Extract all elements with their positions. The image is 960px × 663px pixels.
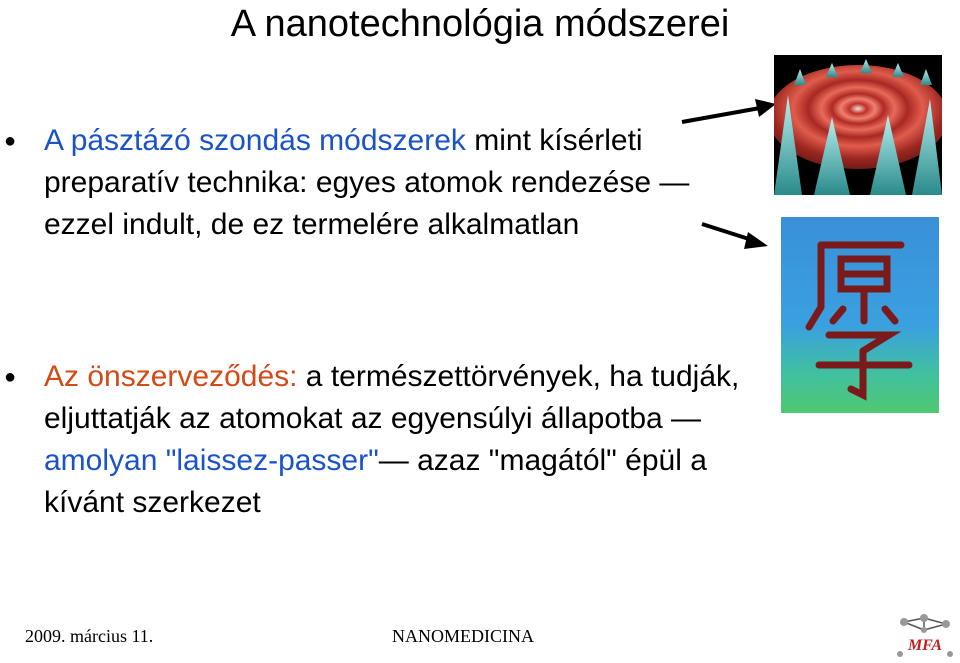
footer-date: 2009. március 11. [25, 626, 154, 646]
mfa-logo [894, 614, 956, 660]
footer-title: NANOMEDICINA [392, 626, 534, 646]
stm-atom-characters-image [781, 217, 939, 413]
bullet-middle: a természettörvények, ha tudják, eljuttatják az atomokat az egyensúlyi állapotba — [44, 360, 740, 435]
bullet-quote: amolyan "laissez-passer" [44, 444, 379, 477]
bullet-rest: mint kísérleti preparatív technika: egyes atomok rendezése — ezzel indult, de ez termelére alkalmatlan [44, 124, 690, 241]
bullet-self-organization [0, 356, 770, 524]
stm-quantum-corral-image [774, 55, 942, 195]
bullet-end: — azaz "magától" épül a kívánt szerkezet [44, 444, 707, 519]
bullet-scanning-probe [0, 120, 720, 246]
arrow-bottom-head [744, 232, 768, 249]
bullet-highlight: Az önszerveződés: [44, 360, 298, 393]
slide-title: A nanotechnológia módszerei [230, 3, 730, 45]
bullet-dot: ● [4, 366, 17, 388]
bullet-highlight: A pásztázó szondás módszerek [44, 124, 466, 157]
bullet-dot: ● [4, 130, 17, 152]
logo-text: MFA [907, 637, 943, 654]
arrow-top-head [755, 99, 776, 117]
bullet-text [44, 120, 720, 246]
bullet-text [44, 356, 770, 524]
